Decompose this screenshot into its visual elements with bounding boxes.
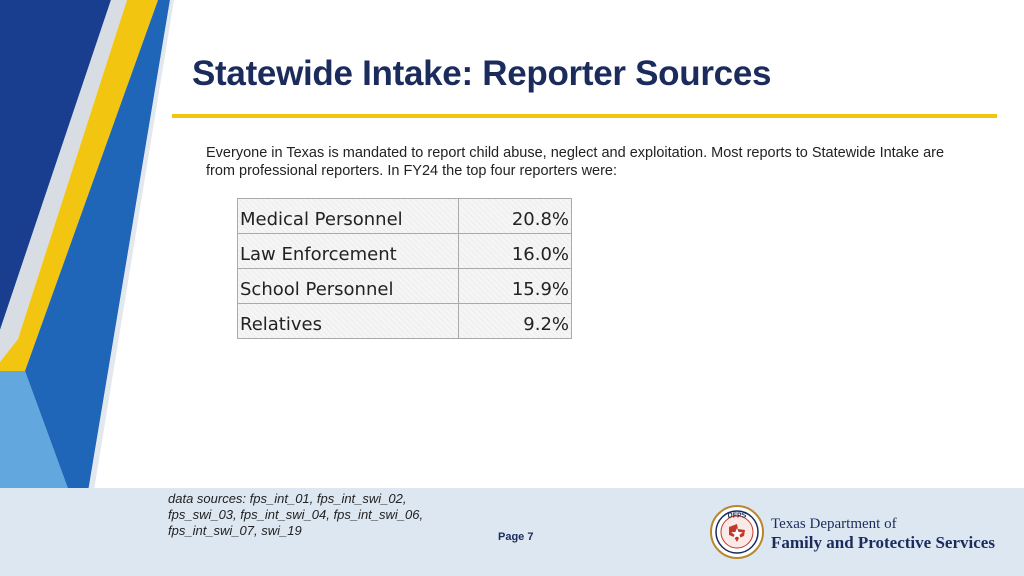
org-name <box>771 515 995 553</box>
table-row <box>238 269 572 304</box>
table-row <box>238 234 572 269</box>
reporter-percent: 16.0% <box>459 234 572 269</box>
page-number: Page 7 <box>498 531 534 543</box>
reporter-sources-table <box>237 198 572 339</box>
reporter-label: Relatives <box>238 304 459 339</box>
table-row <box>238 304 572 339</box>
intro-paragraph: Everyone in Texas is mandated to report child abuse, neglect and exploitation. Most reports to Statewide Intake are from professional reporters. In FY24 the top four reporters were: <box>206 145 945 179</box>
org-name-line1: Texas Department of <box>771 516 897 532</box>
logo-badge-text: DFPS <box>727 512 747 520</box>
org-name-line2: Family and Protective Services <box>771 533 995 552</box>
page-title: Statewide Intake: Reporter Sources <box>192 54 772 93</box>
reporter-label: Law Enforcement <box>238 234 459 269</box>
reporter-percent: 9.2% <box>459 304 572 339</box>
reporter-percent: 15.9% <box>459 269 572 304</box>
data-sources-note: data sources: fps_int_01, fps_int_swi_02, fps_swi_03, fps_int_swi_04, fps_int_swi_06, fps_int_swi_07, swi_19 <box>168 491 424 538</box>
reporter-label: School Personnel <box>238 269 459 304</box>
dfps-seal-logo <box>710 505 764 559</box>
reporter-label: Medical Personnel <box>238 199 459 234</box>
table-row <box>238 199 572 234</box>
reporter-percent: 20.8% <box>459 199 572 234</box>
title-underline <box>172 114 997 118</box>
